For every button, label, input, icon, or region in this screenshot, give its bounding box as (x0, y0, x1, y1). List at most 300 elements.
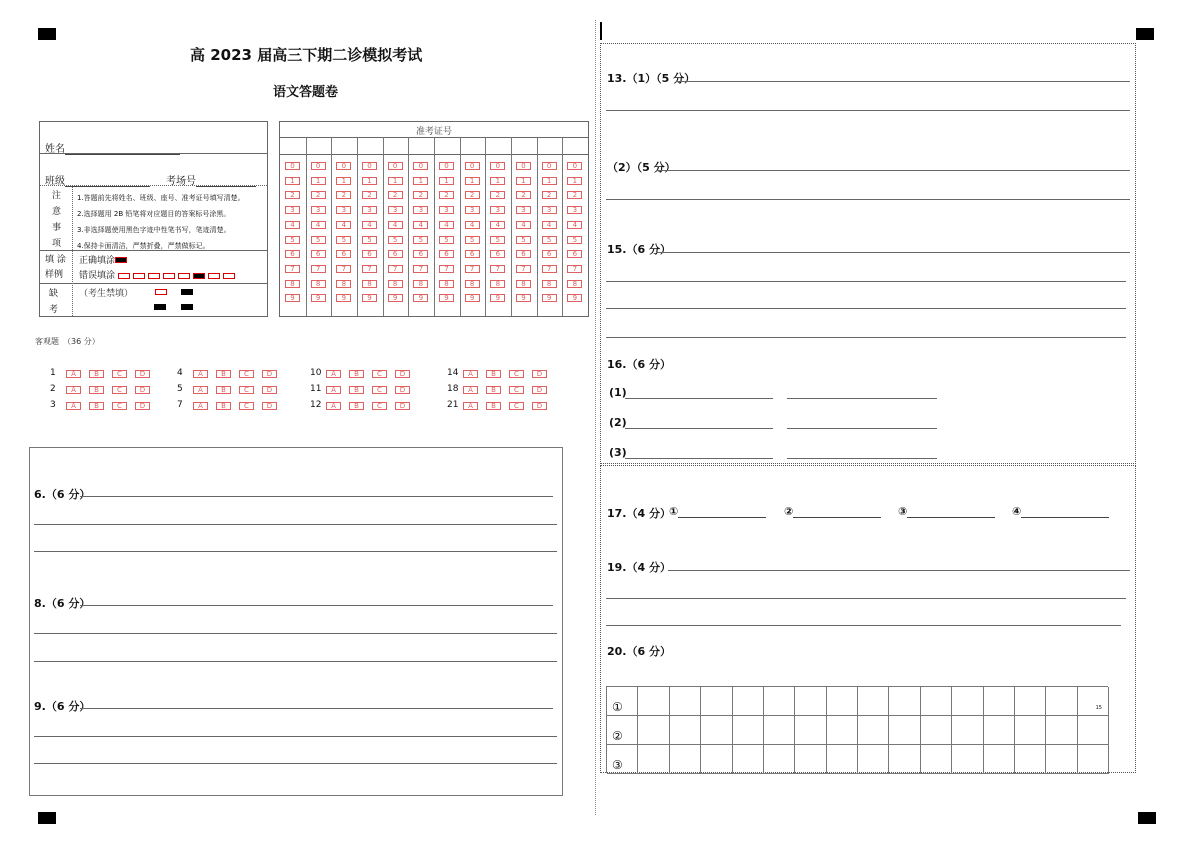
ticket-digit-bubble[interactable]: 7 (490, 265, 505, 273)
option-bubble[interactable]: C (509, 402, 524, 410)
ticket-digit-bubble[interactable]: 0 (567, 162, 582, 170)
page-divider (595, 20, 596, 815)
ticket-digit-bubble[interactable]: 7 (516, 265, 531, 273)
notice-label: 注 意 事 项 (52, 191, 62, 249)
answer-line[interactable] (606, 308, 1126, 309)
ticket-number-box (279, 121, 589, 317)
grid-cell[interactable] (638, 745, 669, 774)
grid-cell[interactable] (638, 716, 669, 745)
answer-line[interactable] (606, 337, 1126, 338)
option-bubble[interactable]: B (486, 402, 501, 410)
ticket-digit-bubble[interactable]: 5 (490, 236, 505, 244)
q16-label: 16.（6 分） (607, 358, 671, 371)
ticket-digit-bubble[interactable]: 7 (542, 265, 557, 273)
q8-label: 8.（6 分） (34, 597, 91, 610)
grid-cell[interactable] (1046, 745, 1077, 774)
grid-cell[interactable] (921, 745, 952, 774)
grid-count: 15 (1095, 705, 1102, 711)
option-bubble[interactable]: A (193, 370, 208, 378)
answer-line[interactable] (668, 570, 1130, 571)
ticket-digit-bubble[interactable]: 0 (465, 162, 480, 170)
ticket-digit-bubble[interactable]: 4 (439, 221, 454, 229)
q17-part-2[interactable]: ② (784, 505, 881, 518)
ticket-digit-bubble[interactable]: 7 (336, 265, 351, 273)
option-bubble[interactable]: C (239, 402, 254, 410)
wrong-sample-mark (193, 273, 205, 279)
option-bubble[interactable]: C (372, 386, 387, 394)
class-label: 班级 (45, 176, 65, 187)
grid-cell[interactable] (921, 687, 952, 716)
ticket-digit-bubble[interactable]: 9 (362, 294, 377, 302)
ticket-digit-bubble[interactable]: 3 (542, 206, 557, 214)
option-bubble[interactable]: C (372, 402, 387, 410)
ticket-digit-bubble[interactable]: 9 (439, 294, 454, 302)
ticket-digit-bubble[interactable]: 5 (336, 236, 351, 244)
grid-cell[interactable] (889, 716, 920, 745)
grid-cell[interactable] (670, 716, 701, 745)
ticket-digit-bubble[interactable]: 2 (490, 191, 505, 199)
ticket-digit-bubble[interactable]: 6 (362, 250, 377, 258)
ticket-digit-bubble[interactable]: 9 (465, 294, 480, 302)
grid-cell[interactable] (889, 745, 920, 774)
grid-cell[interactable] (1046, 687, 1077, 716)
option-bubble[interactable]: A (193, 402, 208, 410)
ticket-digit-bubble[interactable]: 1 (465, 177, 480, 185)
option-bubble[interactable]: A (66, 402, 81, 410)
option-bubble[interactable]: D (395, 370, 410, 378)
ticket-digit-bubble[interactable]: 0 (388, 162, 403, 170)
option-bubble[interactable]: A (66, 370, 81, 378)
ticket-digit-bubble[interactable]: 5 (388, 236, 403, 244)
ticket-column-divider (562, 137, 563, 316)
answer-line[interactable] (80, 496, 553, 497)
ticket-digit-bubble[interactable]: 6 (311, 250, 326, 258)
option-bubble[interactable]: B (89, 386, 104, 394)
grid-cell[interactable] (764, 716, 795, 745)
ticket-digit-bubble[interactable]: 6 (388, 250, 403, 258)
answer-line[interactable] (656, 170, 1130, 171)
answer-line[interactable] (34, 633, 557, 634)
ticket-digit-bubble[interactable]: 3 (362, 206, 377, 214)
option-bubble[interactable]: C (112, 370, 127, 378)
ticket-digit-bubble[interactable]: 8 (516, 280, 531, 288)
answer-line[interactable] (676, 81, 1130, 82)
option-bubble[interactable]: D (135, 402, 150, 410)
grid-cell[interactable] (701, 687, 732, 716)
grid-cell[interactable] (1046, 716, 1077, 745)
q16-part-label: (1) (609, 386, 627, 399)
ticket-digit-bubble[interactable]: 6 (413, 250, 428, 258)
ticket-digit-bubble[interactable]: 8 (439, 280, 454, 288)
wrong-sample-mark (223, 273, 235, 279)
option-bubble[interactable]: C (239, 370, 254, 378)
ticket-column-divider (306, 137, 307, 316)
ticket-digit-bubble[interactable]: 6 (542, 250, 557, 258)
ticket-digit-bubble[interactable]: 3 (439, 206, 454, 214)
ticket-digit-bubble[interactable]: 8 (542, 280, 557, 288)
grid-cell[interactable] (1015, 745, 1046, 774)
ticket-column-divider (511, 137, 512, 316)
answer-line[interactable] (625, 428, 773, 429)
grid-row-label: ③ (607, 745, 638, 774)
option-bubble[interactable]: D (135, 370, 150, 378)
question-number: 14 (447, 368, 459, 378)
option-bubble[interactable]: D (532, 402, 547, 410)
ticket-digit-bubble[interactable]: 9 (285, 294, 300, 302)
q17-part-1[interactable]: ① (669, 505, 766, 518)
ticket-digit-bubble[interactable]: 1 (388, 177, 403, 185)
ticket-digit-bubble[interactable]: 5 (362, 236, 377, 244)
ticket-digit-bubble[interactable]: 4 (336, 221, 351, 229)
ticket-digit-bubble[interactable]: 1 (413, 177, 428, 185)
wrong-sample: 错误填涂 (79, 268, 238, 281)
grid-cell[interactable] (984, 716, 1015, 745)
grid-cell[interactable] (827, 745, 858, 774)
ticket-digit-bubble[interactable]: 4 (567, 221, 582, 229)
ticket-digit-bubble[interactable]: 5 (285, 236, 300, 244)
answer-line[interactable] (34, 736, 557, 737)
question-number: 4 (177, 368, 183, 378)
ticket-digit-bubble[interactable]: 3 (413, 206, 428, 214)
option-bubble[interactable]: C (509, 370, 524, 378)
ticket-digit-bubble[interactable]: 9 (542, 294, 557, 302)
ticket-digit-bubble[interactable]: 7 (439, 265, 454, 273)
grid-cell[interactable] (795, 716, 826, 745)
option-bubble[interactable]: A (326, 370, 341, 378)
option-bubble[interactable]: D (395, 386, 410, 394)
grid-cell[interactable] (827, 687, 858, 716)
ticket-digit-bubble[interactable]: 5 (413, 236, 428, 244)
answer-line[interactable] (656, 252, 1130, 253)
grid-cell[interactable] (670, 745, 701, 774)
ticket-digit-bubble[interactable]: 0 (516, 162, 531, 170)
answer-line[interactable] (34, 524, 557, 525)
answer-line[interactable] (625, 458, 773, 459)
ticket-digit-bubble[interactable]: 4 (413, 221, 428, 229)
grid-cell[interactable] (733, 687, 764, 716)
answer-line[interactable] (606, 281, 1126, 282)
answer-line[interactable] (787, 398, 937, 399)
option-bubble[interactable]: B (486, 370, 501, 378)
ticket-digit-bubble[interactable]: 3 (336, 206, 351, 214)
question-number: 5 (177, 384, 183, 394)
option-bubble[interactable]: A (463, 402, 478, 410)
ticket-digit-bubble[interactable]: 4 (490, 221, 505, 229)
grid-cell[interactable] (984, 687, 1015, 716)
ticket-digit-bubble[interactable]: 3 (465, 206, 480, 214)
option-bubble[interactable]: A (326, 402, 341, 410)
ticket-digit-bubble[interactable]: 6 (465, 250, 480, 258)
grid-cell[interactable] (795, 687, 826, 716)
answer-line[interactable] (80, 605, 553, 606)
ticket-digit-bubble[interactable]: 0 (362, 162, 377, 170)
ticket-digit-bubble[interactable]: 3 (567, 206, 582, 214)
notice-list: 1.答题前先将姓名、班级、座号、准考证号填写清楚。 2.选择题用 2B 铅笔将对应题目的答案标号涂黑。 3.非选择题使用黑色字迹中性笔书写，笔迹清楚。 4.保持卡面清洁，严禁折叠，严禁做标记。 (77, 194, 245, 250)
ticket-digit-bubble[interactable]: 3 (490, 206, 505, 214)
ticket-digit-bubble[interactable]: 7 (465, 265, 480, 273)
answer-line[interactable] (625, 398, 773, 399)
answer-line[interactable] (80, 708, 553, 709)
ticket-digit-bubble[interactable]: 7 (311, 265, 326, 273)
ticket-digit-bubble[interactable]: 2 (285, 191, 300, 199)
registration-mark (1136, 28, 1154, 40)
ticket-digit-bubble[interactable]: 6 (439, 250, 454, 258)
grid-cell[interactable] (1078, 716, 1109, 745)
q20-label: 20.（6 分） (607, 645, 671, 658)
grid-cell[interactable] (764, 687, 795, 716)
grid-cell[interactable] (858, 687, 889, 716)
option-bubble[interactable]: C (372, 370, 387, 378)
ticket-digit-bubble[interactable]: 1 (362, 177, 377, 185)
ticket-digit-bubble[interactable]: 7 (567, 265, 582, 273)
ticket-digit-bubble[interactable]: 1 (516, 177, 531, 185)
ticket-digit-bubble[interactable]: 0 (490, 162, 505, 170)
option-bubble[interactable]: A (463, 386, 478, 394)
answer-line[interactable] (606, 199, 1130, 200)
name-label: 姓名 (45, 144, 65, 155)
ticket-digit-bubble[interactable]: 4 (388, 221, 403, 229)
q17-part-4[interactable]: ④ (1012, 505, 1109, 518)
wrong-sample-mark (208, 273, 220, 279)
ticket-digit-bubble[interactable]: 5 (465, 236, 480, 244)
ticket-digit-bubble[interactable]: 4 (311, 221, 326, 229)
wrong-sample-mark (163, 273, 175, 279)
grid-cell[interactable] (889, 687, 920, 716)
ticket-digit-bubble[interactable]: 7 (413, 265, 428, 273)
registration-mark (1138, 812, 1156, 824)
ticket-digit-bubble[interactable]: 0 (542, 162, 557, 170)
q16-part-label: (2) (609, 416, 627, 429)
q6-label: 6.（6 分） (34, 488, 91, 501)
question-number: 10 (310, 368, 322, 378)
ticket-digit-bubble[interactable]: 0 (439, 162, 454, 170)
option-bubble[interactable]: B (89, 370, 104, 378)
grid-cell[interactable] (952, 716, 983, 745)
ticket-digit-bubble[interactable]: 8 (413, 280, 428, 288)
ticket-digit-bubble[interactable]: 1 (285, 177, 300, 185)
option-bubble[interactable]: D (262, 370, 277, 378)
q19-label: 19.（4 分） (607, 561, 671, 574)
option-bubble[interactable]: D (532, 386, 547, 394)
wrong-sample-mark (118, 273, 130, 279)
grid-cell[interactable] (701, 745, 732, 774)
ticket-digit-bubble[interactable]: 9 (388, 294, 403, 302)
divider-tick (600, 22, 602, 40)
ticket-digit-bubble[interactable]: 7 (285, 265, 300, 273)
answer-line[interactable] (34, 763, 557, 764)
grid-cell[interactable] (1078, 745, 1109, 774)
ticket-digit-bubble[interactable]: 2 (465, 191, 480, 199)
option-bubble[interactable]: A (463, 370, 478, 378)
ticket-digit-bubble[interactable]: 3 (516, 206, 531, 214)
ticket-digit-bubble[interactable]: 8 (490, 280, 505, 288)
question-number: 1 (50, 368, 56, 378)
option-bubble[interactable]: A (193, 386, 208, 394)
ticket-digit-bubble[interactable]: 0 (285, 162, 300, 170)
grid-cell[interactable] (827, 716, 858, 745)
ticket-column-divider (383, 137, 384, 316)
option-bubble[interactable]: B (216, 386, 231, 394)
ticket-digit-bubble[interactable]: 4 (465, 221, 480, 229)
option-bubble[interactable]: B (486, 386, 501, 394)
option-bubble[interactable]: C (112, 402, 127, 410)
option-bubble[interactable]: D (262, 386, 277, 394)
grid-cell[interactable] (638, 687, 669, 716)
ticket-digit-bubble[interactable]: 0 (336, 162, 351, 170)
q9-label: 9.（6 分） (34, 700, 91, 713)
ticket-digit-bubble[interactable]: 1 (439, 177, 454, 185)
ticket-digit-bubble[interactable]: 8 (388, 280, 403, 288)
option-bubble[interactable]: A (66, 386, 81, 394)
option-bubble[interactable]: B (349, 402, 364, 410)
option-bubble[interactable]: A (326, 386, 341, 394)
ticket-digit-bubble[interactable]: 6 (336, 250, 351, 258)
ticket-digit-bubble[interactable]: 3 (388, 206, 403, 214)
absent-mark (181, 289, 193, 295)
absent-mark (181, 304, 193, 310)
ticket-digit-bubble[interactable]: 9 (490, 294, 505, 302)
ticket-digit-bubble[interactable]: 5 (542, 236, 557, 244)
grid-row-label: ② (607, 716, 638, 745)
ticket-digit-bubble[interactable]: 0 (413, 162, 428, 170)
ticket-digit-bubble[interactable]: 3 (311, 206, 326, 214)
grid-cell[interactable] (1015, 687, 1046, 716)
ticket-digit-bubble[interactable]: 8 (465, 280, 480, 288)
wrong-sample-mark (148, 273, 160, 279)
option-bubble[interactable]: C (112, 386, 127, 394)
ticket-digit-bubble[interactable]: 2 (388, 191, 403, 199)
answer-line[interactable] (606, 598, 1126, 599)
question-number: 12 (310, 400, 322, 410)
option-bubble[interactable]: B (349, 370, 364, 378)
ticket-digit-bubble[interactable]: 5 (311, 236, 326, 244)
ticket-digit-bubble[interactable]: 9 (336, 294, 351, 302)
ticket-digit-bubble[interactable]: 8 (567, 280, 582, 288)
grid-cell[interactable] (670, 687, 701, 716)
ticket-digit-bubble[interactable]: 5 (567, 236, 582, 244)
ticket-digit-bubble[interactable]: 3 (285, 206, 300, 214)
ticket-digit-bubble[interactable]: 6 (516, 250, 531, 258)
ticket-digit-bubble[interactable]: 2 (413, 191, 428, 199)
option-bubble[interactable]: B (349, 386, 364, 394)
option-bubble[interactable]: D (395, 402, 410, 410)
wrong-sample-mark (178, 273, 190, 279)
option-bubble[interactable]: D (262, 402, 277, 410)
ticket-digit-bubble[interactable]: 8 (362, 280, 377, 288)
ticket-digit-bubble[interactable]: 2 (542, 191, 557, 199)
ticket-digit-bubble[interactable]: 1 (542, 177, 557, 185)
room-label: 考场号 (166, 176, 196, 187)
registration-mark (38, 28, 56, 40)
grid-cell[interactable] (858, 745, 889, 774)
grid-cell[interactable] (733, 745, 764, 774)
option-bubble[interactable]: B (89, 402, 104, 410)
grid-cell[interactable] (952, 687, 983, 716)
ticket-digit-bubble[interactable]: 2 (567, 191, 582, 199)
ticket-digit-bubble[interactable]: 4 (362, 221, 377, 229)
q17-label: 17.（4 分） (607, 507, 671, 520)
grid-cell[interactable] (952, 745, 983, 774)
option-bubble[interactable]: B (216, 370, 231, 378)
absent-mark (154, 304, 166, 310)
q15-label: 15.（6 分） (607, 243, 671, 256)
grid-cell[interactable] (701, 716, 732, 745)
grid-cell[interactable] (764, 745, 795, 774)
ticket-digit-bubble[interactable]: 4 (516, 221, 531, 229)
ticket-digit-bubble[interactable]: 6 (285, 250, 300, 258)
option-bubble[interactable]: D (135, 386, 150, 394)
answer-line[interactable] (34, 661, 557, 662)
ticket-digit-bubble[interactable]: 8 (285, 280, 300, 288)
ticket-digit-bubble[interactable]: 1 (490, 177, 505, 185)
ticket-digit-bubble[interactable]: 0 (311, 162, 326, 170)
ticket-digit-bubble[interactable]: 5 (439, 236, 454, 244)
ticket-digit-bubble[interactable]: 1 (311, 177, 326, 185)
ticket-digit-bubble[interactable]: 9 (567, 294, 582, 302)
ticket-digit-bubble[interactable]: 1 (567, 177, 582, 185)
answer-line[interactable] (606, 625, 1121, 626)
ticket-digit-bubble[interactable]: 8 (336, 280, 351, 288)
ticket-digit-bubble[interactable]: 7 (362, 265, 377, 273)
ticket-digit-bubble[interactable]: 8 (311, 280, 326, 288)
option-bubble[interactable]: D (532, 370, 547, 378)
answer-line[interactable] (34, 551, 557, 552)
ticket-digit-bubble[interactable]: 4 (285, 221, 300, 229)
ticket-digit-bubble[interactable]: 5 (516, 236, 531, 244)
absent-checkbox[interactable] (155, 289, 167, 295)
ticket-digit-bubble[interactable]: 9 (413, 294, 428, 302)
grid-cell[interactable] (1015, 716, 1046, 745)
absent-note: （考生禁填） (79, 289, 134, 299)
grid-cell[interactable] (921, 716, 952, 745)
ticket-digit-bubble[interactable]: 9 (311, 294, 326, 302)
option-bubble[interactable]: C (239, 386, 254, 394)
answer-line[interactable] (606, 110, 1130, 111)
ticket-digit-bubble[interactable]: 6 (567, 250, 582, 258)
ticket-digit-bubble[interactable]: 2 (439, 191, 454, 199)
answer-line[interactable] (787, 428, 937, 429)
grid-cell[interactable] (984, 745, 1015, 774)
q20-writing-grid[interactable] (606, 686, 1108, 773)
q17-part-3[interactable]: ③ (898, 505, 995, 518)
ticket-digit-bubble[interactable]: 7 (388, 265, 403, 273)
ticket-digit-bubble[interactable]: 2 (516, 191, 531, 199)
question-number: 2 (50, 384, 56, 394)
option-bubble[interactable]: C (509, 386, 524, 394)
ticket-column-divider (485, 137, 486, 316)
ticket-digit-bubble[interactable]: 2 (362, 191, 377, 199)
question-number: 18 (447, 384, 459, 394)
ticket-digit-bubble[interactable]: 9 (516, 294, 531, 302)
ticket-digit-bubble[interactable]: 6 (490, 250, 505, 258)
ticket-digit-bubble[interactable]: 2 (311, 191, 326, 199)
grid-cell[interactable] (795, 745, 826, 774)
grid-cell[interactable] (858, 716, 889, 745)
grid-cell[interactable] (733, 716, 764, 745)
option-bubble[interactable]: B (216, 402, 231, 410)
grid-cell[interactable] (1078, 687, 1109, 716)
ticket-digit-bubble[interactable]: 1 (336, 177, 351, 185)
ticket-digit-bubble[interactable]: 4 (542, 221, 557, 229)
ticket-digit-bubble[interactable]: 2 (336, 191, 351, 199)
question-number: 7 (177, 400, 183, 410)
ticket-column-divider (434, 137, 435, 316)
exam-title: 高 2023 届高三下期二诊模拟考试 (190, 46, 423, 64)
ticket-column-divider (460, 137, 461, 316)
ticket-column-divider (408, 137, 409, 316)
answer-line[interactable] (787, 458, 937, 459)
absent-label: 缺 考 (49, 289, 59, 315)
